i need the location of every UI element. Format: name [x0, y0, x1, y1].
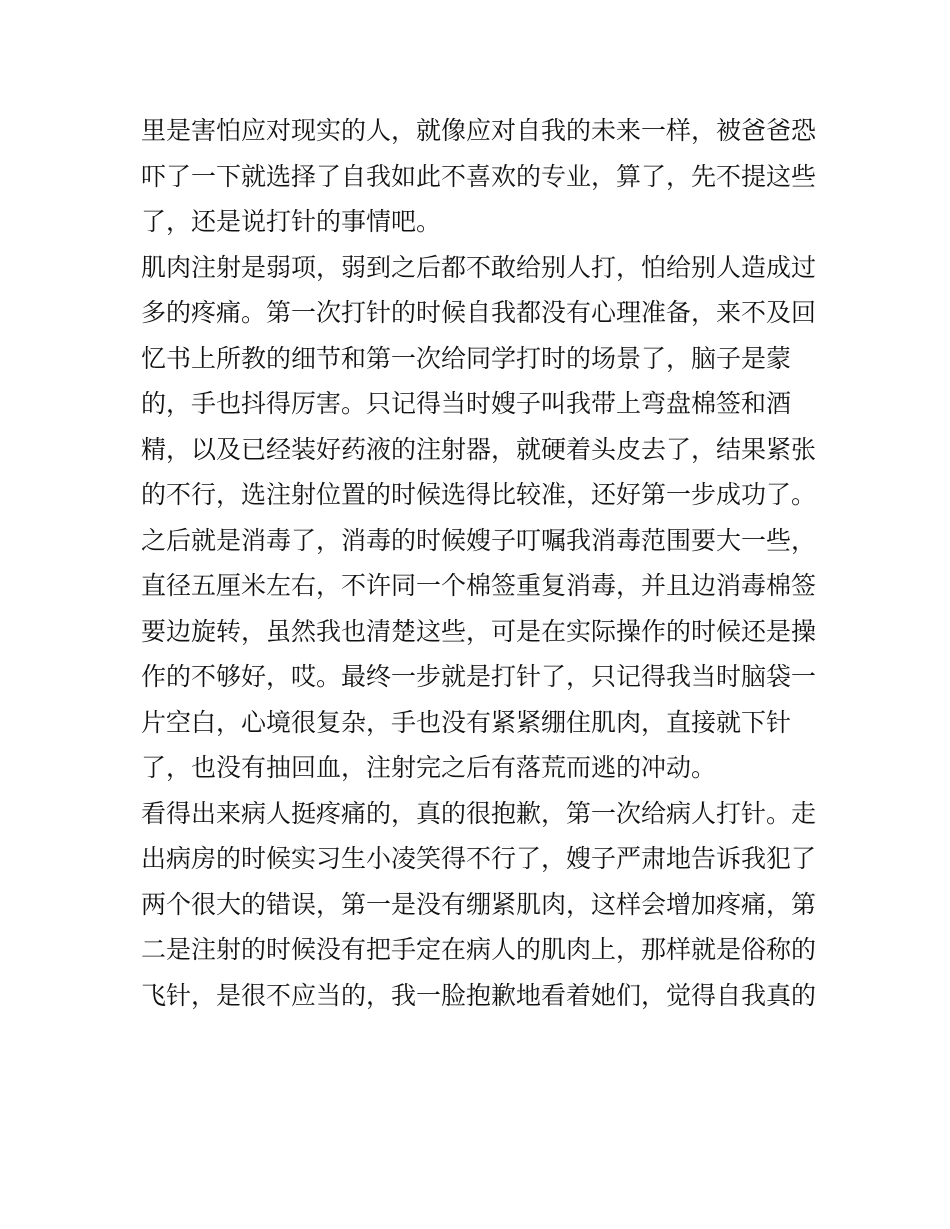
text-line: 之后就是消毒了，消毒的时候嫂子叮嘱我消毒范围要大一些，	[141, 525, 817, 555]
text-line: 了，还是说打针的事情吧。	[141, 207, 442, 236]
text-line: 作的不够好，哎。最终一步就是打针了，只记得我当时脑袋一	[141, 662, 817, 691]
text-line: 看得出来病人挺疼痛的，真的很抱歉，第一次给病人打针。走	[141, 798, 817, 828]
text-line: 直径五厘米左右，不许同一个棉签重复消毒，并且边消毒棉签	[141, 571, 817, 600]
text-line: 里是害怕应对现实的人，就像应对自我的未来一样，被爸爸恐	[141, 116, 817, 145]
text-line: 吓了一下就选择了自我如此不喜欢的专业，算了，先不提这些	[141, 161, 817, 191]
text-line: 要边旋转，虽然我也清楚这些，可是在实际操作的时候还是操	[141, 616, 817, 646]
text-line: 忆书上所教的细节和第一次给同学打时的场景了，脑子是蒙	[141, 343, 792, 373]
text-line: 的不行，选注射位置的时候选得比较准，还好第一步成功了。	[141, 480, 817, 509]
text-line: 多的疼痛。第一次打针的时候自我都没有心理准备，来不及回	[141, 298, 817, 327]
text-line: 精，以及已经装好药液的注射器，就硬着头皮去了，结果紧张	[141, 434, 817, 464]
body-text	[141, 108, 821, 1018]
text-line: 两个很大的错误，第一是没有绷紧肌肉，这样会增加疼痛，第	[141, 889, 817, 919]
text-line: 了，也没有抽回血，注射完之后有落荒而逃的冲动。	[141, 753, 717, 782]
text-line: 片空白，心境很复杂，手也没有紧紧绷住肌肉，直接就下针	[141, 707, 792, 737]
text-line: 飞针，是很不应当的，我一脸抱歉地看着她们，觉得自我真的	[141, 980, 817, 1010]
text-line: 的，手也抖得厉害。只记得当时嫂子叫我带上弯盘棉签和酒	[141, 389, 792, 418]
text-line: 肌肉注射是弱项，弱到之后都不敢给别人打，怕给别人造成过	[141, 252, 817, 282]
text-line: 二是注射的时候没有把手定在病人的肌肉上，那样就是俗称的	[141, 935, 817, 964]
text-line: 出病房的时候实习生小凌笑得不行了，嫂子严肃地告诉我犯了	[141, 844, 817, 873]
